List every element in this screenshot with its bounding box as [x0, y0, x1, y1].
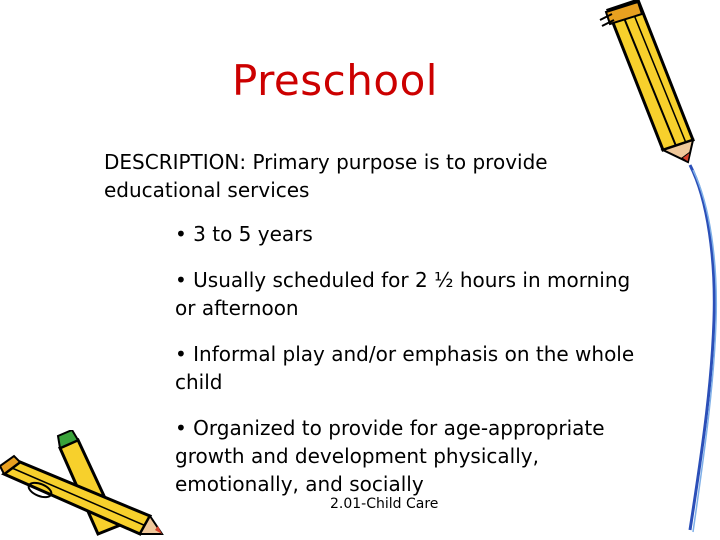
bullet-item-age: • 3 to 5 years	[175, 222, 313, 246]
pencil-icon	[600, 0, 693, 162]
bullet-item-development: • Organized to provide for age-appropriate growth and development physically, emotionally, and socially	[175, 416, 605, 496]
crayon-line-icon	[690, 165, 714, 530]
bullet-item-play: • Informal play and/or emphasis on the whole child	[175, 342, 635, 394]
description-text: DESCRIPTION: Primary purpose is to provide educational services	[104, 150, 548, 202]
bullet-item-schedule: • Usually scheduled for 2 ½ hours in morning or afternoon	[175, 268, 631, 320]
pencil-icon	[0, 430, 162, 534]
slide-footer: 2.01-Child Care	[330, 496, 439, 512]
slide-title: Preschool	[232, 56, 438, 105]
bullet-list	[175, 220, 645, 516]
pencil-clipart-left-icon	[0, 430, 165, 540]
